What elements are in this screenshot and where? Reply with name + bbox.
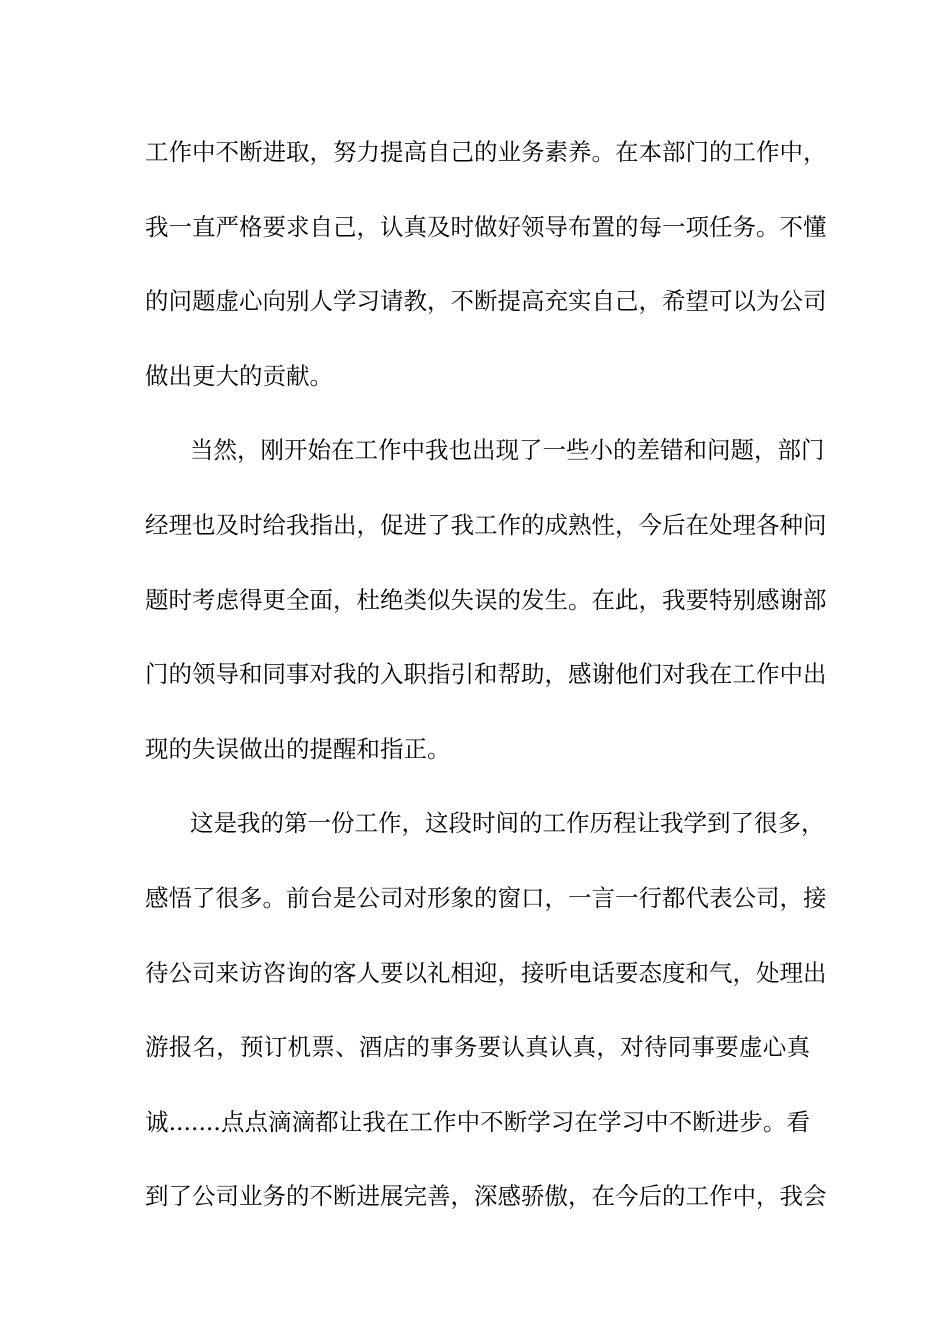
paragraph-line: 门的领导和同事对我的入职指引和帮助，感谢他们对我在工作中出	[145, 660, 827, 689]
paragraph-line: 这是我的第一份工作，这段时间的工作历程让我学到了很多，	[190, 809, 825, 838]
paragraph-line: 工作中不断进取，努力提高自己的业务素养。在本部门的工作中，	[145, 138, 827, 166]
paragraph-line: 的问题虚心向别人学习请教，不断提高充实自己，希望可以为公司	[145, 287, 827, 316]
paragraph-line: 当然，刚开始在工作中我也出现了一些小的差错和问题，部门	[190, 436, 825, 465]
paragraph-line: 感悟了很多。前台是公司对形象的窗口，一言一行都代表公司，接	[145, 883, 827, 912]
paragraph-line: 做出更大的贡献。	[145, 361, 333, 390]
document-body	[145, 115, 827, 1234]
paragraph-line: 现的失误做出的提醒和指正。	[145, 734, 451, 763]
paragraph-1	[145, 115, 827, 413]
paragraph-line: 到了公司业务的不断进展完善，深感骄傲，在今后的工作中，我会	[145, 1182, 827, 1211]
paragraph-line: 待公司来访咨询的客人要以礼相迎，接听电话要态度和气，处理出	[145, 958, 827, 987]
paragraph-line: 题时考虑得更全面，杜绝类似失误的发生。在此，我要特别感谢部	[145, 585, 827, 614]
paragraph-line: 经理也及时给我指出，促进了我工作的成熟性，今后在处理各种问	[145, 510, 827, 539]
paragraph-3	[145, 786, 827, 1234]
paragraph-line: 我一直严格要求自己，认真及时做好领导布置的每一项任务。不懂	[145, 212, 827, 241]
paragraph-line: 诚.......点点滴滴都让我在工作中不断学习在学习中不断进步。看	[145, 1107, 810, 1136]
paragraph-2	[145, 413, 827, 786]
paragraph-line: 游报名，预订机票、酒店的事务要认真认真，对待同事要虚心真	[145, 1033, 810, 1062]
